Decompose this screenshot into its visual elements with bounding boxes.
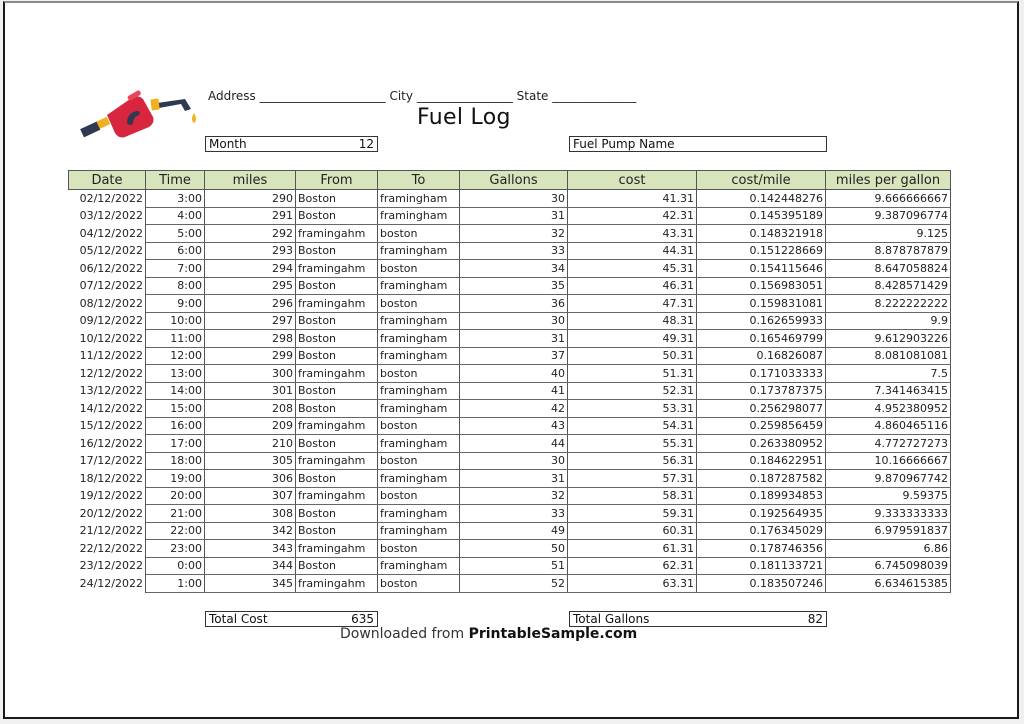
page-title: Fuel Log — [417, 105, 511, 130]
cell-to[interactable]: framingham — [378, 505, 460, 523]
cell-miles[interactable]: 299 — [205, 347, 296, 365]
cell-time[interactable]: 21:00 — [146, 505, 205, 523]
fuel-pump-label: Fuel Pump Name — [573, 137, 675, 151]
cell-time[interactable]: 4:00 — [146, 207, 205, 225]
cell-cost-per-mile[interactable]: 0.171033333 — [697, 365, 826, 383]
cell-miles[interactable]: 298 — [205, 330, 296, 348]
cell-cost-per-mile[interactable]: 0.256298077 — [697, 400, 826, 418]
cell-date[interactable]: 22/12/2022 — [69, 540, 146, 558]
cell-from[interactable]: Boston — [296, 207, 378, 225]
cell-gallons[interactable]: 49 — [460, 522, 568, 540]
cell-miles[interactable]: 344 — [205, 557, 296, 575]
cell-miles[interactable]: 305 — [205, 452, 296, 470]
cell-to[interactable]: framingham — [378, 242, 460, 260]
cell-to[interactable]: framingham — [378, 347, 460, 365]
cell-from[interactable]: framingahm — [296, 295, 378, 313]
cell-miles[interactable]: 297 — [205, 312, 296, 330]
cell-from[interactable]: Boston — [296, 435, 378, 453]
cell-from[interactable]: Boston — [296, 312, 378, 330]
cell-gallons[interactable]: 33 — [460, 505, 568, 523]
cell-cost-per-mile[interactable]: 0.173787375 — [697, 382, 826, 400]
month-value: 12 — [358, 137, 374, 151]
table-row — [69, 330, 951, 348]
cell-time[interactable]: 7:00 — [146, 260, 205, 278]
cell-from[interactable]: Boston — [296, 522, 378, 540]
cell-miles[interactable]: 300 — [205, 365, 296, 383]
table-row — [69, 190, 951, 208]
cell-to[interactable]: framingham — [378, 277, 460, 295]
cell-mpg[interactable]: 10.16666667 — [826, 452, 951, 470]
cell-date[interactable]: 14/12/2022 — [69, 400, 146, 418]
table-body — [69, 190, 951, 593]
cell-cost[interactable]: 61.31 — [568, 540, 697, 558]
cell-date[interactable]: 11/12/2022 — [69, 347, 146, 365]
fuel-pump-nozzle-icon — [77, 87, 207, 143]
cell-date[interactable]: 02/12/2022 — [69, 190, 146, 208]
cell-cost[interactable]: 62.31 — [568, 557, 697, 575]
cell-date[interactable]: 10/12/2022 — [69, 330, 146, 348]
cell-gallons[interactable]: 30 — [460, 190, 568, 208]
cell-time[interactable]: 19:00 — [146, 470, 205, 488]
cell-date[interactable]: 19/12/2022 — [69, 487, 146, 505]
cell-cost[interactable]: 42.31 — [568, 207, 697, 225]
cell-mpg[interactable]: 9.870967742 — [826, 470, 951, 488]
cell-cost-per-mile[interactable]: 0.178746356 — [697, 540, 826, 558]
cell-mpg[interactable]: 9.612903226 — [826, 330, 951, 348]
cell-to[interactable]: boston — [378, 540, 460, 558]
fuel-pump-name-field[interactable] — [569, 136, 827, 152]
cell-cost[interactable]: 51.31 — [568, 365, 697, 383]
cell-from[interactable]: framingahm — [296, 540, 378, 558]
cell-to[interactable]: boston — [378, 225, 460, 243]
cell-cost[interactable]: 44.31 — [568, 242, 697, 260]
cell-cost[interactable]: 58.31 — [568, 487, 697, 505]
cell-date[interactable]: 13/12/2022 — [69, 382, 146, 400]
cell-cost-per-mile[interactable]: 0.145395189 — [697, 207, 826, 225]
footer-site: PrintableSample.com — [468, 626, 638, 642]
cell-date[interactable]: 04/12/2022 — [69, 225, 146, 243]
cell-date[interactable]: 08/12/2022 — [69, 295, 146, 313]
cell-time[interactable]: 23:00 — [146, 540, 205, 558]
cell-cost-per-mile[interactable]: 0.189934853 — [697, 487, 826, 505]
cell-from[interactable]: framingahm — [296, 417, 378, 435]
cell-gallons[interactable]: 43 — [460, 417, 568, 435]
cell-mpg[interactable]: 9.387096774 — [826, 207, 951, 225]
cell-gallons[interactable]: 52 — [460, 575, 568, 593]
cell-from[interactable]: Boston — [296, 400, 378, 418]
cell-to[interactable]: framingham — [378, 522, 460, 540]
column-header-time: Time — [146, 171, 205, 190]
fuel-log-table — [68, 170, 951, 593]
total-gallons-value: 82 — [807, 612, 823, 626]
cell-miles[interactable]: 290 — [205, 190, 296, 208]
cell-cost[interactable]: 48.31 — [568, 312, 697, 330]
cell-mpg[interactable]: 9.666666667 — [826, 190, 951, 208]
column-header-cost-per-mile: cost/mile — [697, 171, 826, 190]
state-field[interactable]: ______________ — [552, 89, 637, 103]
cell-mpg[interactable]: 8.878787879 — [826, 242, 951, 260]
column-header-cost: cost — [568, 171, 697, 190]
cell-time[interactable]: 13:00 — [146, 365, 205, 383]
cell-miles[interactable]: 295 — [205, 277, 296, 295]
cell-mpg[interactable]: 6.86 — [826, 540, 951, 558]
cell-time[interactable]: 20:00 — [146, 487, 205, 505]
cell-from[interactable]: framingahm — [296, 365, 378, 383]
cell-cost-per-mile[interactable]: 0.184622951 — [697, 452, 826, 470]
table-row — [69, 347, 951, 365]
cell-cost-per-mile[interactable]: 0.148321918 — [697, 225, 826, 243]
cell-miles[interactable]: 342 — [205, 522, 296, 540]
cell-cost[interactable]: 46.31 — [568, 277, 697, 295]
cell-gallons[interactable]: 32 — [460, 225, 568, 243]
footer-prefix: Downloaded from — [340, 626, 469, 642]
total-gallons-field — [569, 611, 827, 627]
cell-miles[interactable]: 210 — [205, 435, 296, 453]
cell-date[interactable]: 23/12/2022 — [69, 557, 146, 575]
cell-date[interactable]: 18/12/2022 — [69, 470, 146, 488]
cell-miles[interactable]: 293 — [205, 242, 296, 260]
table-row — [69, 470, 951, 488]
cell-time[interactable]: 6:00 — [146, 242, 205, 260]
cell-time[interactable]: 22:00 — [146, 522, 205, 540]
table-row — [69, 225, 951, 243]
cell-gallons[interactable]: 33 — [460, 242, 568, 260]
state-label: State — [516, 89, 549, 103]
cell-mpg[interactable]: 6.634615385 — [826, 575, 951, 593]
cell-to[interactable]: framingham — [378, 207, 460, 225]
cell-miles[interactable]: 296 — [205, 295, 296, 313]
cell-from[interactable]: Boston — [296, 242, 378, 260]
cell-gallons[interactable]: 51 — [460, 557, 568, 575]
total-cost-label: Total Cost — [209, 612, 268, 626]
address-field[interactable]: _____________________ — [259, 89, 386, 103]
cell-time[interactable]: 10:00 — [146, 312, 205, 330]
table-row — [69, 207, 951, 225]
table-row — [69, 575, 951, 593]
cell-mpg[interactable]: 8.222222222 — [826, 295, 951, 313]
cell-date[interactable]: 17/12/2022 — [69, 452, 146, 470]
cell-from[interactable]: Boston — [296, 190, 378, 208]
cell-to[interactable]: boston — [378, 417, 460, 435]
cell-mpg[interactable]: 7.341463415 — [826, 382, 951, 400]
cell-cost[interactable]: 49.31 — [568, 330, 697, 348]
cell-miles[interactable]: 294 — [205, 260, 296, 278]
cell-gallons[interactable]: 31 — [460, 207, 568, 225]
cell-cost-per-mile[interactable]: 0.181133721 — [697, 557, 826, 575]
column-header-from: From — [296, 171, 378, 190]
cell-date[interactable]: 05/12/2022 — [69, 242, 146, 260]
cell-from[interactable]: Boston — [296, 277, 378, 295]
cell-miles[interactable]: 301 — [205, 382, 296, 400]
column-header-gallons: Gallons — [460, 171, 568, 190]
cell-gallons[interactable]: 37 — [460, 347, 568, 365]
cell-from[interactable]: Boston — [296, 505, 378, 523]
cell-gallons[interactable]: 31 — [460, 330, 568, 348]
table-row — [69, 400, 951, 418]
cell-to[interactable]: boston — [378, 365, 460, 383]
cell-mpg[interactable]: 8.081081081 — [826, 347, 951, 365]
column-header-miles: miles — [205, 171, 296, 190]
cell-cost[interactable]: 60.31 — [568, 522, 697, 540]
table-header-row — [69, 171, 951, 190]
cell-miles[interactable]: 306 — [205, 470, 296, 488]
cell-time[interactable]: 11:00 — [146, 330, 205, 348]
table-row — [69, 365, 951, 383]
cell-cost[interactable]: 56.31 — [568, 452, 697, 470]
table-row — [69, 312, 951, 330]
cell-gallons[interactable]: 32 — [460, 487, 568, 505]
cell-time[interactable]: 12:00 — [146, 347, 205, 365]
total-cost-field — [205, 611, 378, 627]
cell-gallons[interactable]: 31 — [460, 470, 568, 488]
cell-to[interactable]: boston — [378, 260, 460, 278]
cell-cost-per-mile[interactable]: 0.151228669 — [697, 242, 826, 260]
cell-cost-per-mile[interactable]: 0.187287582 — [697, 470, 826, 488]
cell-mpg[interactable]: 6.745098039 — [826, 557, 951, 575]
cell-cost[interactable]: 50.31 — [568, 347, 697, 365]
cell-from[interactable]: framingahm — [296, 225, 378, 243]
cell-date[interactable]: 06/12/2022 — [69, 260, 146, 278]
cell-cost-per-mile[interactable]: 0.156983051 — [697, 277, 826, 295]
cell-cost-per-mile[interactable]: 0.142448276 — [697, 190, 826, 208]
cell-date[interactable]: 20/12/2022 — [69, 505, 146, 523]
cell-time[interactable]: 8:00 — [146, 277, 205, 295]
table-row — [69, 522, 951, 540]
cell-date[interactable]: 09/12/2022 — [69, 312, 146, 330]
cell-cost-per-mile[interactable]: 0.162659933 — [697, 312, 826, 330]
column-header-mpg: miles per gallon — [826, 171, 951, 190]
cell-miles[interactable]: 208 — [205, 400, 296, 418]
cell-date[interactable]: 21/12/2022 — [69, 522, 146, 540]
cell-gallons[interactable]: 40 — [460, 365, 568, 383]
footer-credit — [340, 626, 637, 642]
cell-time[interactable]: 14:00 — [146, 382, 205, 400]
cell-cost-per-mile[interactable]: 0.16826087 — [697, 347, 826, 365]
table-row — [69, 277, 951, 295]
cell-time[interactable]: 0:00 — [146, 557, 205, 575]
document-page — [3, 1, 1019, 719]
table-row — [69, 260, 951, 278]
cell-cost[interactable]: 47.31 — [568, 295, 697, 313]
address-city-state-line — [208, 89, 636, 103]
cell-mpg[interactable]: 8.647058824 — [826, 260, 951, 278]
cell-cost[interactable]: 45.31 — [568, 260, 697, 278]
cell-from[interactable]: Boston — [296, 382, 378, 400]
cell-mpg[interactable]: 7.5 — [826, 365, 951, 383]
cell-cost-per-mile[interactable]: 0.176345029 — [697, 522, 826, 540]
address-label: Address — [208, 89, 256, 103]
cell-to[interactable]: framingham — [378, 312, 460, 330]
cell-cost[interactable]: 59.31 — [568, 505, 697, 523]
cell-gallons[interactable]: 30 — [460, 452, 568, 470]
cell-mpg[interactable]: 9.125 — [826, 225, 951, 243]
cell-date[interactable]: 15/12/2022 — [69, 417, 146, 435]
cell-cost-per-mile[interactable]: 0.165469799 — [697, 330, 826, 348]
total-cost-value: 635 — [351, 612, 374, 626]
cell-cost-per-mile[interactable]: 0.159831081 — [697, 295, 826, 313]
total-gallons-label: Total Gallons — [573, 612, 650, 626]
cell-miles[interactable]: 307 — [205, 487, 296, 505]
cell-cost[interactable]: 41.31 — [568, 190, 697, 208]
table-row — [69, 242, 951, 260]
table-row — [69, 487, 951, 505]
cell-to[interactable]: framingham — [378, 557, 460, 575]
cell-mpg[interactable]: 9.333333333 — [826, 505, 951, 523]
cell-miles[interactable]: 209 — [205, 417, 296, 435]
cell-miles[interactable]: 343 — [205, 540, 296, 558]
cell-mpg[interactable]: 6.979591837 — [826, 522, 951, 540]
cell-cost[interactable]: 63.31 — [568, 575, 697, 593]
cell-gallons[interactable]: 34 — [460, 260, 568, 278]
city-field[interactable]: ________________ — [416, 89, 513, 103]
cell-from[interactable]: Boston — [296, 330, 378, 348]
cell-miles[interactable]: 308 — [205, 505, 296, 523]
cell-cost-per-mile[interactable]: 0.259856459 — [697, 417, 826, 435]
table-row — [69, 505, 951, 523]
cell-from[interactable]: Boston — [296, 470, 378, 488]
cell-from[interactable]: framingahm — [296, 452, 378, 470]
cell-cost[interactable]: 55.31 — [568, 435, 697, 453]
cell-to[interactable]: boston — [378, 452, 460, 470]
cell-mpg[interactable]: 4.772727273 — [826, 435, 951, 453]
cell-from[interactable]: framingahm — [296, 487, 378, 505]
cell-time[interactable]: 1:00 — [146, 575, 205, 593]
table-row — [69, 540, 951, 558]
cell-date[interactable]: 24/12/2022 — [69, 575, 146, 593]
cell-gallons[interactable]: 35 — [460, 277, 568, 295]
cell-date[interactable]: 16/12/2022 — [69, 435, 146, 453]
cell-cost-per-mile[interactable]: 0.154115646 — [697, 260, 826, 278]
cell-cost-per-mile[interactable]: 0.263380952 — [697, 435, 826, 453]
cell-mpg[interactable]: 8.428571429 — [826, 277, 951, 295]
column-header-date: Date — [69, 171, 146, 190]
cell-date[interactable]: 03/12/2022 — [69, 207, 146, 225]
cell-gallons[interactable]: 30 — [460, 312, 568, 330]
cell-from[interactable]: Boston — [296, 347, 378, 365]
cell-to[interactable]: framingham — [378, 435, 460, 453]
cell-gallons[interactable]: 42 — [460, 400, 568, 418]
cell-gallons[interactable]: 36 — [460, 295, 568, 313]
cell-cost-per-mile[interactable]: 0.192564935 — [697, 505, 826, 523]
cell-cost-per-mile[interactable]: 0.183507246 — [697, 575, 826, 593]
cell-mpg[interactable]: 4.952380952 — [826, 400, 951, 418]
cell-gallons[interactable]: 44 — [460, 435, 568, 453]
table-row — [69, 382, 951, 400]
cell-to[interactable]: framingham — [378, 382, 460, 400]
cell-time[interactable]: 5:00 — [146, 225, 205, 243]
cell-from[interactable]: framingahm — [296, 260, 378, 278]
cell-from[interactable]: Boston — [296, 557, 378, 575]
cell-time[interactable]: 16:00 — [146, 417, 205, 435]
table-row — [69, 295, 951, 313]
cell-time[interactable]: 3:00 — [146, 190, 205, 208]
month-field[interactable] — [205, 136, 378, 152]
cell-miles[interactable]: 292 — [205, 225, 296, 243]
cell-to[interactable]: framingham — [378, 330, 460, 348]
cell-mpg[interactable]: 9.9 — [826, 312, 951, 330]
month-label: Month — [209, 137, 247, 151]
cell-time[interactable]: 15:00 — [146, 400, 205, 418]
table-row — [69, 435, 951, 453]
cell-cost[interactable]: 54.31 — [568, 417, 697, 435]
cell-to[interactable]: framingham — [378, 470, 460, 488]
cell-time[interactable]: 17:00 — [146, 435, 205, 453]
cell-cost[interactable]: 43.31 — [568, 225, 697, 243]
cell-mpg[interactable]: 4.860465116 — [826, 417, 951, 435]
cell-to[interactable]: boston — [378, 295, 460, 313]
cell-to[interactable]: framingham — [378, 190, 460, 208]
cell-cost[interactable]: 53.31 — [568, 400, 697, 418]
cell-miles[interactable]: 345 — [205, 575, 296, 593]
cell-mpg[interactable]: 9.59375 — [826, 487, 951, 505]
table-row — [69, 452, 951, 470]
table-row — [69, 417, 951, 435]
cell-miles[interactable]: 291 — [205, 207, 296, 225]
cell-time[interactable]: 18:00 — [146, 452, 205, 470]
city-label: City — [389, 89, 413, 103]
cell-cost[interactable]: 57.31 — [568, 470, 697, 488]
cell-from[interactable]: framingahm — [296, 575, 378, 593]
column-header-to: To — [378, 171, 460, 190]
table-row — [69, 557, 951, 575]
cell-gallons[interactable]: 41 — [460, 382, 568, 400]
cell-cost[interactable]: 52.31 — [568, 382, 697, 400]
cell-time[interactable]: 9:00 — [146, 295, 205, 313]
cell-to[interactable]: boston — [378, 575, 460, 593]
cell-date[interactable]: 12/12/2022 — [69, 365, 146, 383]
cell-gallons[interactable]: 50 — [460, 540, 568, 558]
cell-to[interactable]: framingham — [378, 400, 460, 418]
cell-date[interactable]: 07/12/2022 — [69, 277, 146, 295]
cell-to[interactable]: boston — [378, 487, 460, 505]
